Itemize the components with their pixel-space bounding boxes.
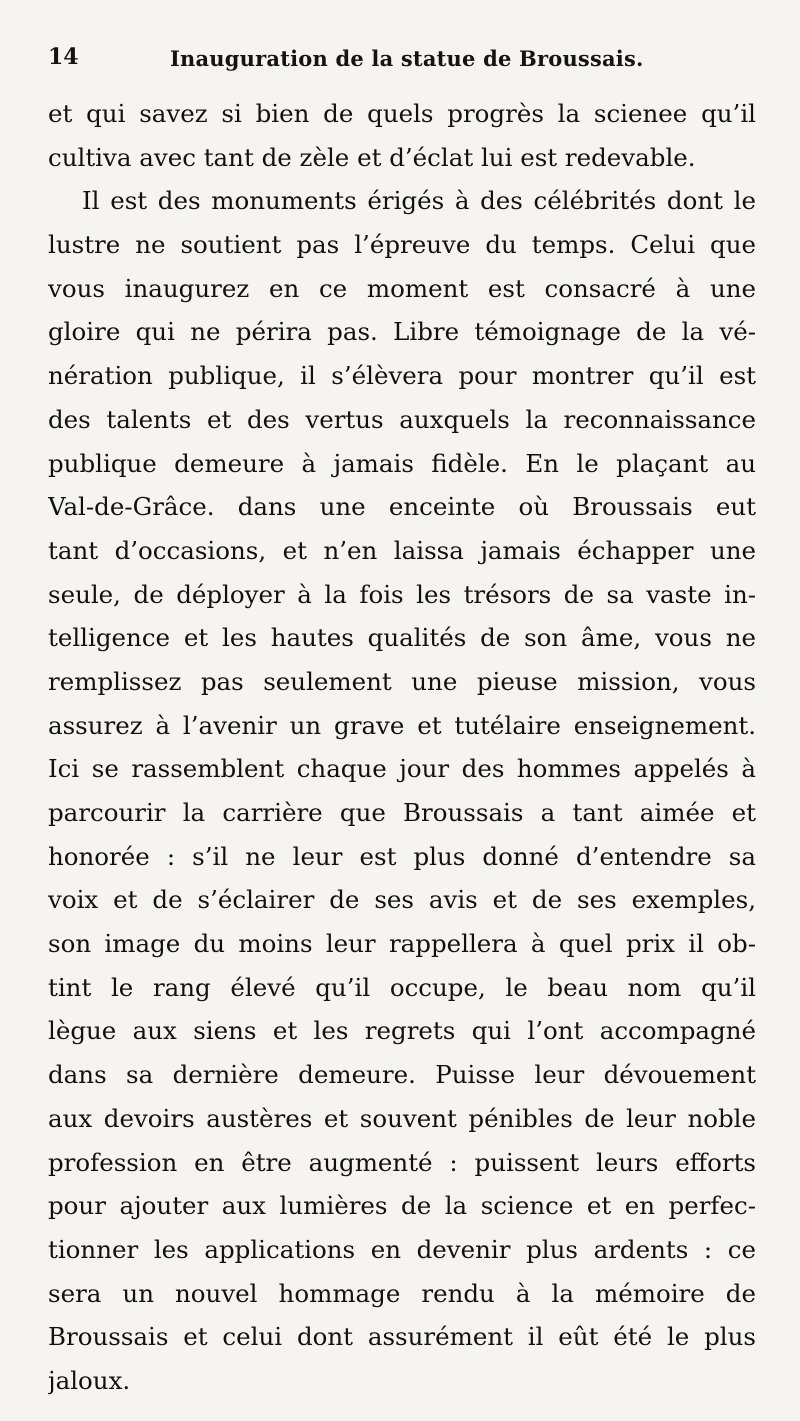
body-text xyxy=(48,92,756,1403)
text-line: lègue aux siens et les regrets qui l’ont accompagné xyxy=(48,1016,756,1046)
text-line: telligence et les hautes qualités de son âme, vous ne xyxy=(48,623,756,653)
text-line: jaloux. xyxy=(48,1365,131,1395)
text-line: nération publique, il s’élèvera pour montrer qu’il est xyxy=(48,361,756,391)
text-line: vous inaugurez en ce moment est consacré à une xyxy=(48,273,756,303)
text-line: tionner les applications en devenir plus ardents : ce xyxy=(48,1234,756,1264)
page-number: 14 xyxy=(48,44,79,70)
text-line: et qui savez si bien de quels progrès la scienee qu’il xyxy=(48,99,756,128)
text-line: seule, de déployer à la fois les trésors de sa vaste in- xyxy=(48,579,756,609)
text-line: cultiva avec tant de zèle et d’éclat lui est redevable. xyxy=(48,142,696,172)
running-title: Inauguration de la statue de Broussais. xyxy=(170,46,644,71)
text-line: Il est des monuments érigés à des célébrités dont le xyxy=(82,186,756,216)
text-line: tint le rang élevé qu’il occupe, le beau nom qu’il xyxy=(48,972,756,1002)
text-line: profession en être augmenté : puissent leurs efforts xyxy=(48,1147,756,1177)
text-line: voix et de s’éclairer de ses avis et de ses exemples, xyxy=(48,885,756,915)
text-line: lustre ne soutient pas l’épreuve du temps. Celui que xyxy=(48,230,756,260)
text-line: sera un nouvel hommage rendu à la mémoire de xyxy=(48,1278,756,1308)
text-line: Val-de-Grâce. dans une enceinte où Broussais eut xyxy=(48,492,756,522)
text-line: son image du moins leur rappellera à quel prix il ob- xyxy=(48,929,756,959)
page-header xyxy=(0,40,800,80)
text-line: honorée : s’il ne leur est plus donné d’entendre sa xyxy=(48,841,756,871)
text-line: tant d’occasions, et n’en laissa jamais échapper une xyxy=(48,535,756,565)
text-line: pour ajouter aux lumières de la science et en perfec- xyxy=(48,1191,756,1221)
text-line: Ici se rassemblent chaque jour des hommes appelés à xyxy=(48,754,756,784)
text-line: aux devoirs austères et souvent pénibles de leur noble xyxy=(48,1103,756,1133)
text-line: des talents et des vertus auxquels la reconnaissance xyxy=(48,404,756,434)
text-line: dans sa dernière demeure. Puisse leur dévouement xyxy=(48,1060,756,1090)
text-line: gloire qui ne périra pas. Libre témoignage de la vé- xyxy=(48,317,756,347)
text-line: Broussais et celui dont assurément il eût été le plus xyxy=(48,1322,756,1352)
text-line: publique demeure à jamais fidèle. En le plaçant au xyxy=(48,448,756,478)
text-line: assurez à l’avenir un grave et tutélaire enseignement. xyxy=(48,710,756,740)
text-line: parcourir la carrière que Broussais a tant aimée et xyxy=(48,798,756,827)
text-line: remplissez pas seulement une pieuse mission, vous xyxy=(48,666,756,696)
